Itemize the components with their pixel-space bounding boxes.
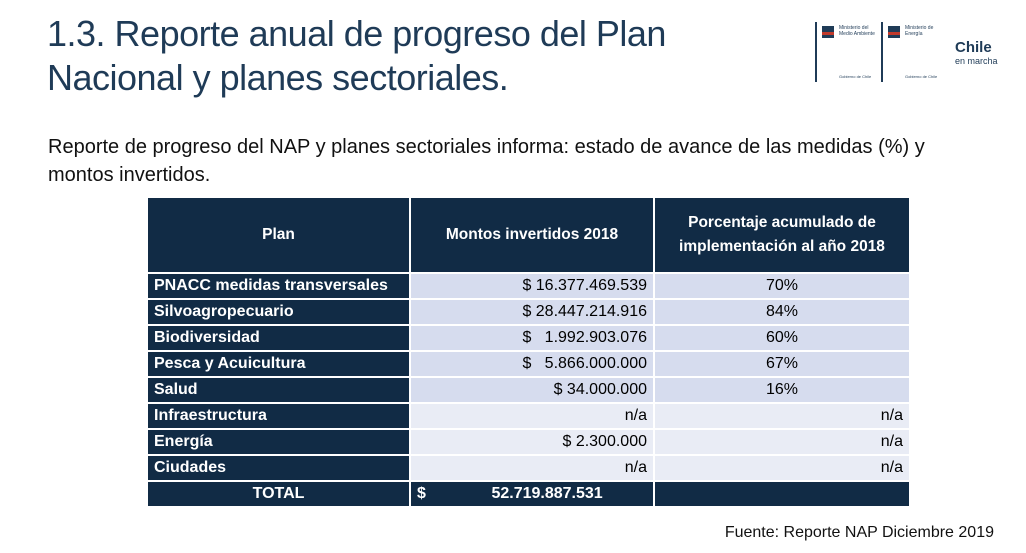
table-row bbox=[148, 326, 909, 350]
total-amount-cell bbox=[411, 482, 655, 506]
row-amount: $ 2.300.000 bbox=[411, 430, 655, 454]
slide-subtitle: Reporte de progreso del NAP y planes sectoriales informa: estado de avance de las medidas (%) y montos invertidos. bbox=[48, 136, 925, 186]
table-row bbox=[148, 274, 909, 298]
table-row bbox=[148, 352, 909, 376]
header-amount: Montos invertidos 2018 bbox=[411, 198, 655, 272]
header-pct-line-1: Porcentaje acumulado de bbox=[688, 214, 876, 231]
total-label: TOTAL bbox=[148, 482, 411, 506]
row-percentage: n/a bbox=[655, 404, 909, 428]
row-plan: Infraestructura bbox=[148, 404, 411, 428]
row-plan: Biodiversidad bbox=[148, 326, 411, 350]
row-amount: n/a bbox=[411, 456, 655, 480]
government-logos bbox=[815, 22, 1005, 84]
total-currency: $ bbox=[417, 485, 426, 502]
source-note: Fuente: Reporte NAP Diciembre 2019 bbox=[724, 524, 994, 541]
title-line-1: 1.3. Reporte anual de progreso del Plan bbox=[47, 13, 666, 54]
row-amount: $ 34.000.000 bbox=[411, 378, 655, 402]
chile-brand-tagline: en marcha bbox=[955, 56, 998, 66]
header-pct-line-2: implementación al año 2018 bbox=[679, 238, 885, 255]
title-line-2: Nacional y planes sectoriales. bbox=[47, 57, 509, 98]
row-amount: n/a bbox=[411, 404, 655, 428]
total-percentage bbox=[655, 482, 909, 506]
page-title bbox=[47, 12, 666, 100]
header-percentage bbox=[655, 198, 909, 272]
row-percentage: 67% bbox=[655, 352, 909, 376]
gobierno-1-label: Gobierno de Chile bbox=[839, 74, 872, 79]
row-amount: $ 16.377.469.539 bbox=[411, 274, 655, 298]
coat-of-arms-icon bbox=[888, 26, 900, 38]
row-percentage: 70% bbox=[655, 274, 909, 298]
ministry-1-name: Ministerio del Medio Ambiente bbox=[839, 25, 875, 37]
gobierno-2-label: Gobierno de Chile bbox=[905, 74, 938, 79]
ministry-energy-logo bbox=[881, 22, 945, 82]
coat-of-arms-icon bbox=[822, 26, 834, 38]
progress-table bbox=[148, 196, 909, 508]
row-percentage: 84% bbox=[655, 300, 909, 324]
row-percentage: n/a bbox=[655, 456, 909, 480]
row-plan: Energía bbox=[148, 430, 411, 454]
row-percentage: 60% bbox=[655, 326, 909, 350]
table-row bbox=[148, 378, 909, 402]
table-header-row bbox=[148, 198, 909, 272]
row-amount: $ 1.992.903.076 bbox=[411, 326, 655, 350]
row-plan: Ciudades bbox=[148, 456, 411, 480]
ministry-environment-logo bbox=[815, 22, 879, 82]
row-amount: $ 28.447.214.916 bbox=[411, 300, 655, 324]
row-plan: Pesca y Acuicultura bbox=[148, 352, 411, 376]
header-plan: Plan bbox=[148, 198, 411, 272]
row-percentage: n/a bbox=[655, 430, 909, 454]
row-percentage: 16% bbox=[655, 378, 909, 402]
table-row bbox=[148, 404, 909, 428]
ministry-2-name: Ministerio de Energía bbox=[905, 25, 934, 37]
table-row bbox=[148, 456, 909, 480]
table-row bbox=[148, 300, 909, 324]
total-amount: 52.719.887.531 bbox=[491, 485, 603, 502]
table-row bbox=[148, 430, 909, 454]
row-plan: Silvoagropecuario bbox=[148, 300, 411, 324]
chile-brand: Chile bbox=[955, 39, 992, 56]
row-plan: PNACC medidas transversales bbox=[148, 274, 411, 298]
row-amount: $ 5.866.000.000 bbox=[411, 352, 655, 376]
row-plan: Salud bbox=[148, 378, 411, 402]
table-total-row bbox=[148, 482, 909, 506]
